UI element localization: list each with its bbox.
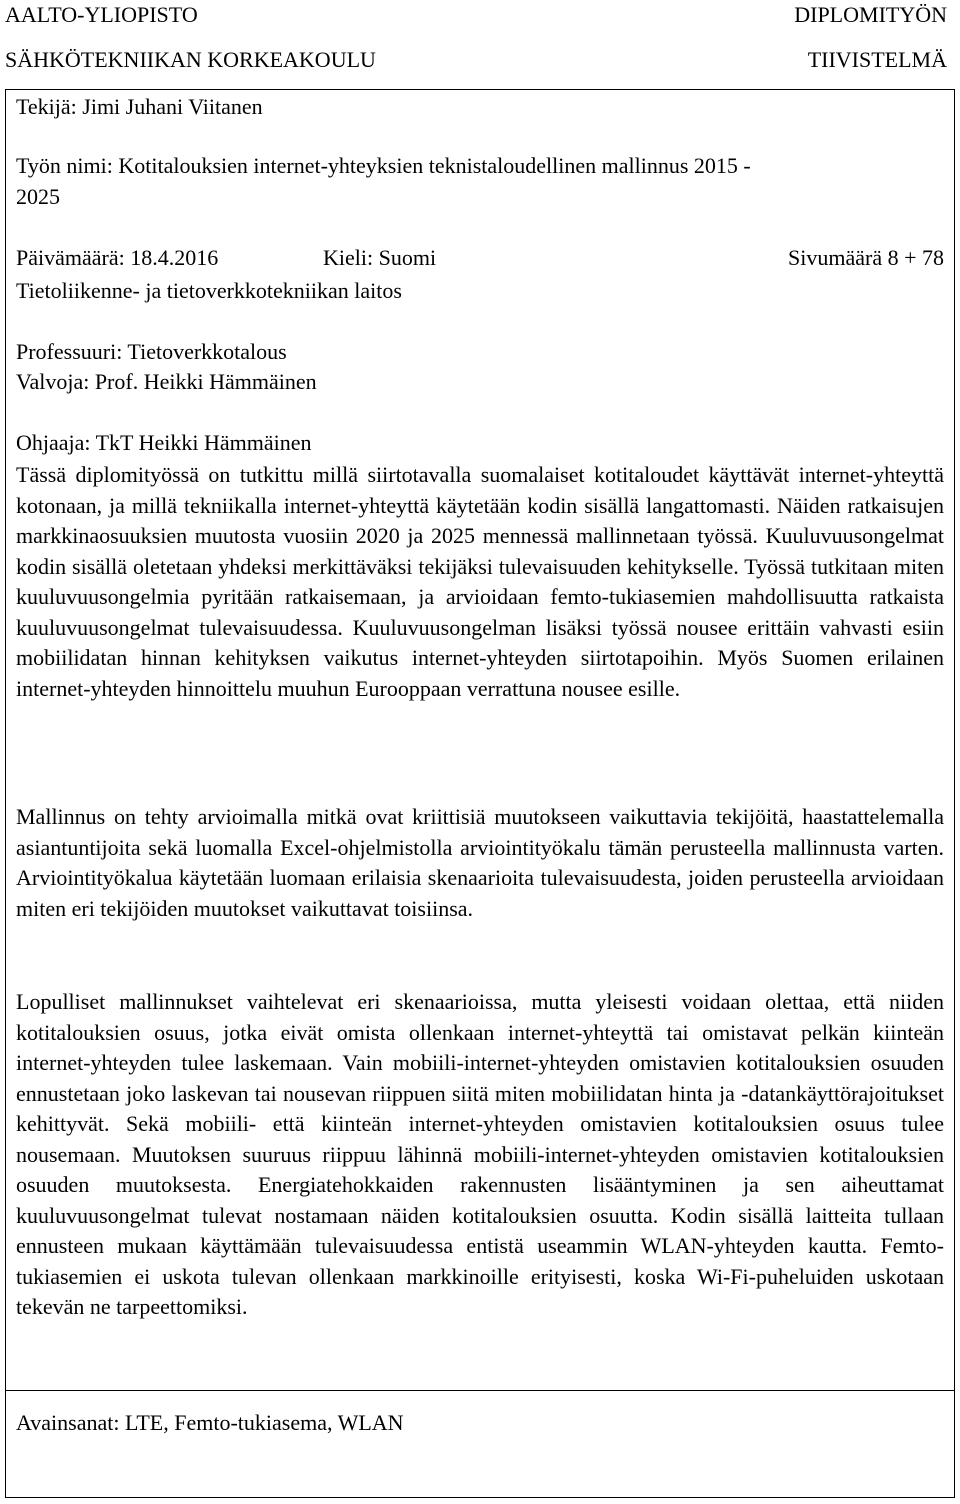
- keywords-divider: [5, 1390, 955, 1391]
- thesis-title-line2: 2025: [16, 184, 60, 209]
- abstract-paragraph-2: Mallinnus on tehty arvioimalla mitkä ovat kriittisiä muutokseen vaikuttavia tekijöitä, haastattelemalla asiantuntijoita sekä luomalla Excel-ohjelmistolla arviointityökalu tämän perusteella mallinnusta varten. Arviointityökalua käytetään luomaan erilaisia skenaarioita tulevaisuudesta, joiden perusteella arvioidaan miten eri tekijöiden muutokset vaikuttavat toisiinsa.: [16, 804, 944, 921]
- author: Tekijä: Jimi Juhani Viitanen: [16, 94, 263, 119]
- abstract-paragraph-3: Lopulliset mallinnukset vaihtelevat eri skenaarioissa, mutta yleisesti voidaan olettaa, että niiden kotitalouksien osuus, jotka eivät omista ollenkaan internet-yhteyttä tai omistavat pelkän kiinteän internet-yhteyden tulee laskemaan. Vain mobiili-internet-yhteyden omistavien kotitalouksien osuuden ennustetaan joko laskevan tai nousevan riippuen siitä miten mobiilidatan hinta ja -datankäyttörajoitukset kehittyvät. Sekä mobiili- että kiinteän internet-yhteyden omistavien kotitalouksien osuus tulee nousemaan. Muutoksen suuruus riippuu lähinnä mobiili-internet-yhteyden omistavien kotitalouksien osuuden muutoksesta. Energiatehokkaiden rakennusten lisääntyminen ja sen aiheuttamat kuuluvuusongelmat tulevat nostamaan näiden kotitalouksien osuutta. Kodin sisällä laitteita tullaan ennusteen mukaan käyttämään tulevaisuudessa entistä useammin WLAN-yhteyden kautta. Femto-tukiasemien ei uskota tulevan ollenkaan markkinoille erityisesti, koska Wi-Fi-puheluiden uskotaan tekevän ne tarpeettomiksi.: [16, 989, 944, 1319]
- doc-type-line1: DIPLOMITYÖN: [794, 2, 947, 27]
- keywords: Avainsanat: LTE, Femto-tukiasema, WLAN: [16, 1410, 404, 1435]
- school-name: SÄHKÖTEKNIIKAN KORKEAKOULU: [5, 47, 376, 72]
- date: Päivämäärä: 18.4.2016: [16, 245, 219, 270]
- doc-type-line2: TIIVISTELMÄ: [807, 47, 947, 72]
- professorship: Professuuri: Tietoverkkotalous: [16, 339, 287, 364]
- page-count: Sivumäärä 8 + 78: [788, 245, 944, 270]
- thesis-title-line1: Työn nimi: Kotitalouksien internet-yhteyksien teknistaloudellinen mallinnus 2015 -: [16, 153, 751, 178]
- supervisor: Valvoja: Prof. Heikki Hämmäinen: [16, 369, 317, 394]
- abstract-paragraph-1: Tässä diplomityössä on tutkittu millä siirtotavalla suomalaiset kotitaloudet käyttävät internet-yhteyttä kotonaan, ja millä tekniikalla internet-yhteyttä käytetään kodin sisällä langattomasti. Näiden ratkaisujen markkinaosuuksien muutosta vuosiin 2020 ja 2025 mennessä mallinnetaan työssä. Kuuluvuusongelmat kodin sisällä oletetaan yhdeksi merkittäväksi tekijäksi tulevaisuuden kehitykselle. Työssä tutkitaan miten kuuluvuusongelmia pyritään ratkaisemaan, ja arvioidaan femto-tukiasemien mahdollisuutta ratkaista kuuluvuusongelmat tulevaisuudessa. Kuuluvuusongelman lisäksi työssä nousee erittäin vahvasti esiin mobiilidatan hinnan kehityksen vaikutus internet-yhteyden siirtotapoihin. Myös Suomen erilainen internet-yhteyden hinnoittelu muuhun Eurooppaan verrattuna nousee esille.: [16, 462, 944, 701]
- department: Tietoliikenne- ja tietoverkkotekniikan laitos: [16, 278, 402, 303]
- language: Kieli: Suomi: [323, 245, 437, 270]
- university-name: AALTO-YLIOPISTO: [5, 2, 198, 27]
- instructor: Ohjaaja: TkT Heikki Hämmäinen: [16, 430, 312, 455]
